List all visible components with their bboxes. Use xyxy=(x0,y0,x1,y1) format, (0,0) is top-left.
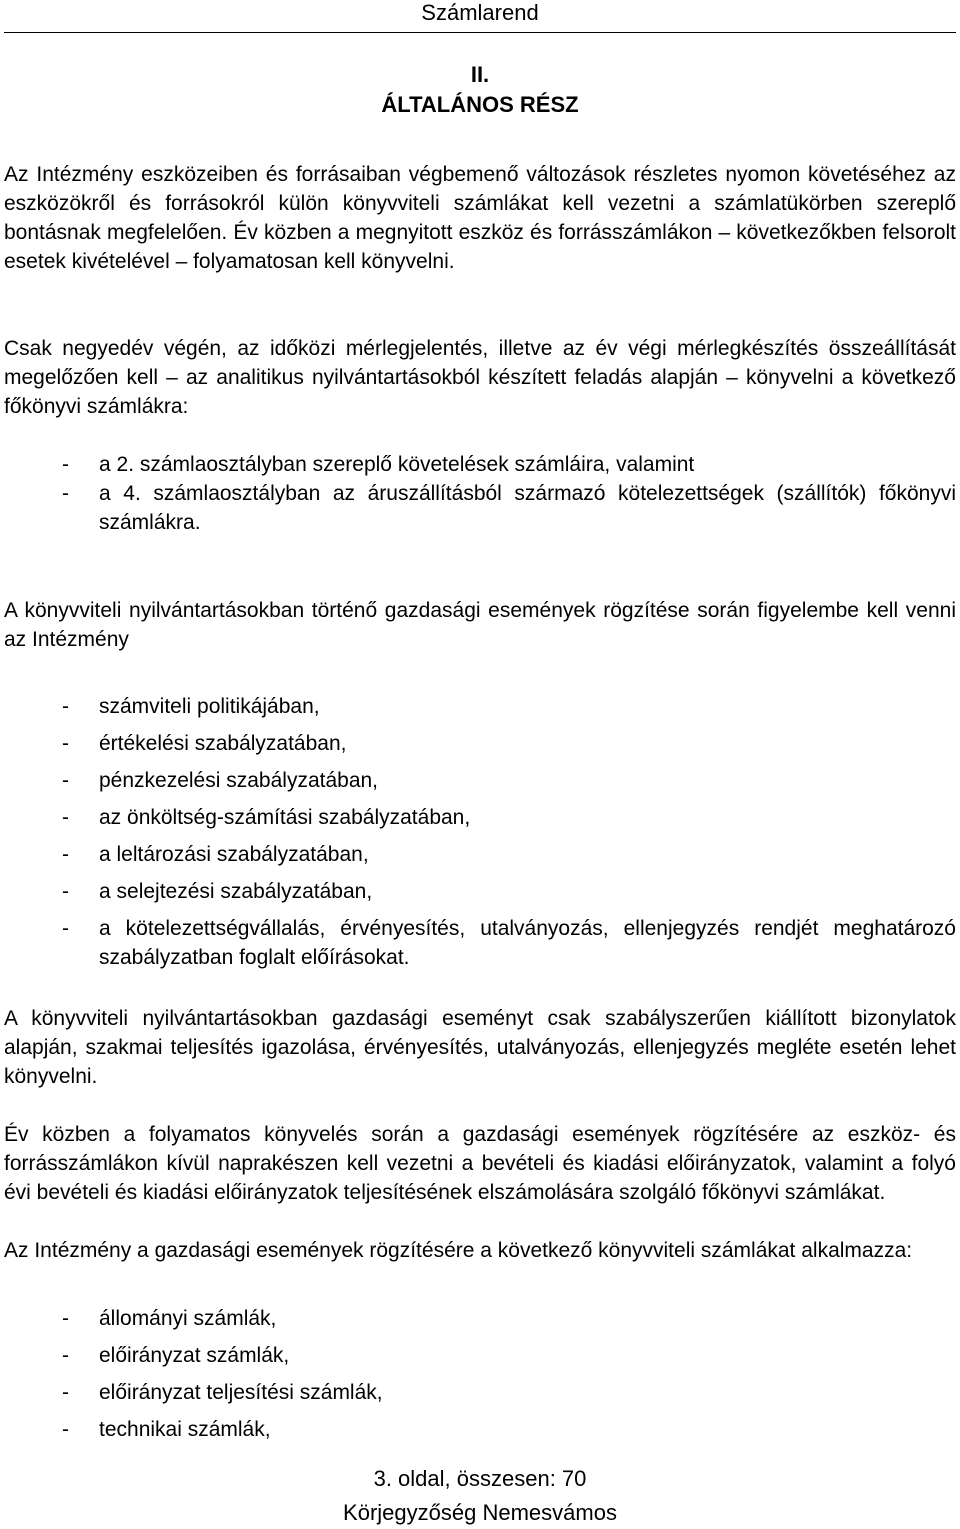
section-title: ÁLTALÁNOS RÉSZ xyxy=(381,92,579,117)
list-item: - a 4. számlaosztályban az áruszállításból származó kötelezettségek (szállítók) főkönyvi számlákra. xyxy=(62,482,956,534)
paragraph-accounts: Az Intézmény a gazdasági események rögzítésére a következő könyvviteli számlákat alkalmazza: xyxy=(4,1239,913,1262)
list-item: - a selejtezési szabályzatában, xyxy=(62,880,373,903)
header-title: Számlarend xyxy=(421,0,539,25)
paragraph-quarterly: Csak negyedév végén, az időközi mérlegjelentés, illetve az év végi mérlegkészítés összeállítását megelőzően kell – az analitikus nyilvántartásokból készített feladás alapján – könyvelni a következő főkönyvi számlákra: xyxy=(4,337,956,418)
list-item: - állományi számlák, xyxy=(62,1307,277,1330)
paragraph-policies: A könyvviteli nyilvántartásokban történő gazdasági események rögzítése során figyelembe kell venni az Intézmény xyxy=(4,599,956,651)
list-account-types xyxy=(4,1304,956,1452)
list-policies xyxy=(4,692,956,980)
list-item: - az önköltség-számítási szabályzatában, xyxy=(62,806,471,829)
paragraph-documents: A könyvviteli nyilvántartásokban gazdasági eseményt csak szabályszerűen kiállított bizonylatok alapján, szakmai teljesítés igazolása, érvényesítés, utalványozás, ellenjegyzés megléte esetén lehet könyvelni. xyxy=(4,1007,956,1088)
footer-page-number: 3. oldal, összesen: 70 xyxy=(373,1466,587,1491)
list-item: - számviteli politikájában, xyxy=(62,695,320,718)
list-item: - technikai számlák, xyxy=(62,1418,271,1441)
list-item: - előirányzat teljesítési számlák, xyxy=(62,1381,383,1404)
list-item: - a leltározási szabályzatában, xyxy=(62,843,369,866)
list-item: - a 2. számlaosztályban szereplő követelések számláira, valamint xyxy=(62,453,695,476)
paragraph-bookkeeping: Év közben a folyamatos könyvelés során a gazdasági események rögzítésére az eszköz- és forrásszámlákon kívül naprakészen kell vezetni a bevételi és kiadási előirányzatok, valamint a folyó évi bevételi és kiadási előirányzatok teljesítésének elszámolására szolgáló főkönyvi számlákat. xyxy=(4,1123,956,1204)
list-item: - a kötelezettségvállalás, érvényesítés, utalványozás, ellenjegyzés rendjét meghatározó szabályzatban foglalt előírásokat. xyxy=(62,917,956,969)
header-divider xyxy=(4,32,956,33)
footer-organization: Körjegyzőség Nemesvámos xyxy=(343,1500,617,1525)
section-number: II. xyxy=(470,62,490,87)
list-item: - pénzkezelési szabályzatában, xyxy=(62,769,379,792)
list-item: - értékelési szabályzatában, xyxy=(62,732,347,755)
list-item: - előirányzat számlák, xyxy=(62,1344,290,1367)
paragraph-intro: Az Intézmény eszközeiben és forrásaiban végbemenő változások részletes nyomon követéséhez az eszközökről és forrásokról külön könyvviteli számlákat kell vezetni a számlatükörben szereplő bontásnak megfelelően. Év közben a megnyitott eszköz és forrásszámlákon – következőkben felsorolt esetek kivételével – folyamatosan kell könyvelni. xyxy=(4,163,956,273)
list-account-classes xyxy=(4,450,956,537)
